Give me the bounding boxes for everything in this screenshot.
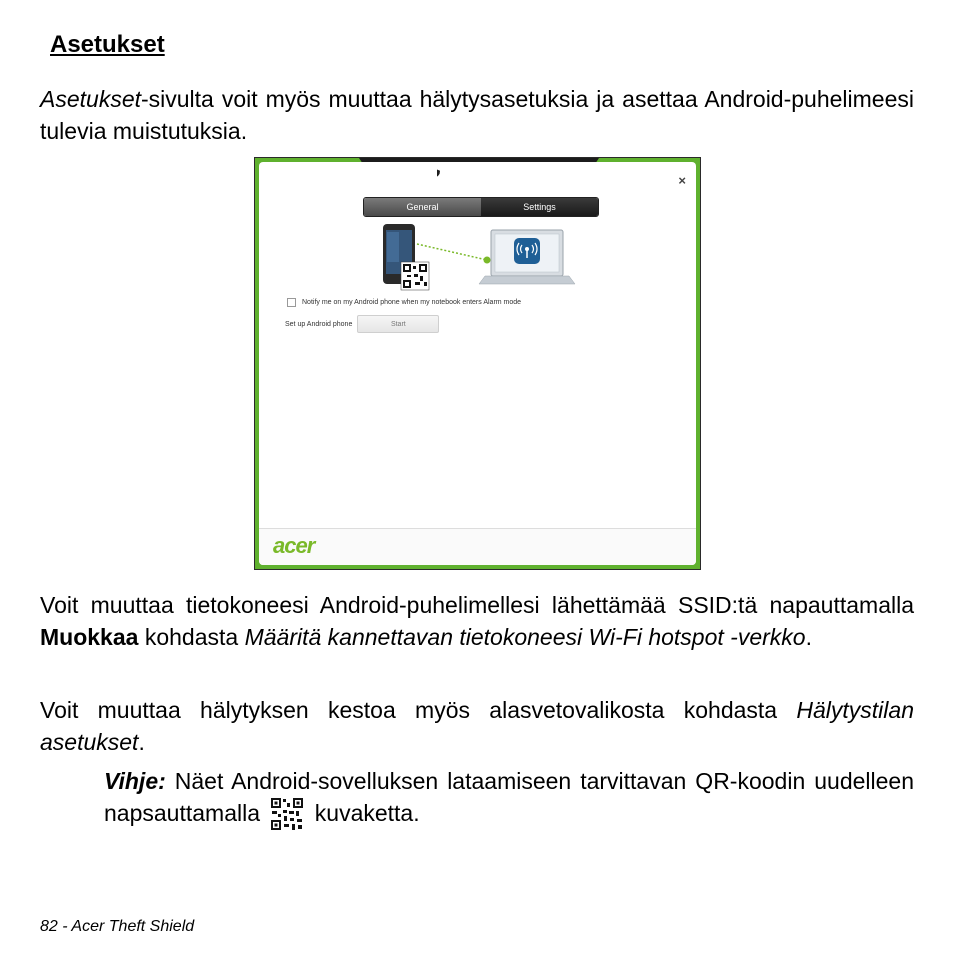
qr-code-icon bbox=[270, 797, 304, 831]
intro-italic: Asetukset bbox=[40, 86, 141, 112]
devices-illustration bbox=[379, 224, 579, 296]
duration-italic: Hälytystilan asetukset bbox=[40, 697, 914, 755]
ssid-text-1: Voit muuttaa tietokoneesi Android-puhelimellesi lähettämää SSID:tä napauttamalla bbox=[40, 592, 914, 618]
page-footer: 82 - Acer Theft Shield bbox=[40, 918, 195, 935]
tab-bar bbox=[363, 197, 599, 217]
duration-text-2: . bbox=[138, 729, 145, 755]
intro-text: -sivulta voit myös muuttaa hälytysasetuksia ja asettaa Android-puhelimeesi tulevia muistutuksia. bbox=[40, 86, 914, 144]
wifi-icon bbox=[514, 238, 540, 264]
window-title: Acer Theft Shield bbox=[446, 169, 529, 180]
notify-option bbox=[287, 298, 521, 307]
settings-screenshot bbox=[254, 157, 701, 570]
duration-paragraph bbox=[40, 694, 914, 758]
tip-text-2: kuvaketta. bbox=[308, 800, 420, 826]
ssid-text-3: . bbox=[805, 624, 812, 650]
intro-paragraph bbox=[40, 83, 914, 147]
qr-code-icon[interactable] bbox=[401, 262, 429, 290]
bottom-bar bbox=[259, 528, 696, 565]
ssid-paragraph bbox=[40, 589, 914, 653]
connection-dot bbox=[484, 257, 491, 264]
setup-row bbox=[285, 315, 439, 333]
ssid-italic: Määritä kannettavan tietokoneesi Wi-Fi hotspot -verkko bbox=[244, 624, 806, 650]
title-bar bbox=[365, 161, 595, 185]
setup-label: Set up Android phone bbox=[285, 320, 353, 328]
acer-logo: acer bbox=[273, 533, 315, 558]
tip-paragraph bbox=[104, 765, 914, 831]
tip-text-1: Näet Android-sovelluksen lataamiseen tarvittavan QR-koodin uudelleen napsauttamalla bbox=[104, 768, 914, 826]
app-window bbox=[259, 162, 696, 565]
section-heading: Asetukset bbox=[50, 31, 165, 58]
shield-icon bbox=[431, 167, 443, 179]
connection-line bbox=[417, 244, 487, 260]
tip-label: Vihje: bbox=[104, 768, 166, 794]
close-icon[interactable]: × bbox=[678, 173, 686, 188]
duration-text-1: Voit muuttaa hälytyksen kestoa myös alasvetovalikosta kohdasta bbox=[40, 697, 797, 723]
notify-label: Notify me on my Android phone when my notebook enters Alarm mode bbox=[302, 299, 522, 306]
tab-settings[interactable]: Settings bbox=[481, 198, 598, 216]
notify-checkbox[interactable] bbox=[287, 298, 296, 307]
ssid-text-2: kohdasta bbox=[138, 624, 245, 650]
tab-general[interactable]: General bbox=[364, 198, 481, 216]
start-button[interactable]: Start bbox=[357, 315, 439, 333]
muokkaa-bold: Muokkaa bbox=[40, 624, 139, 650]
